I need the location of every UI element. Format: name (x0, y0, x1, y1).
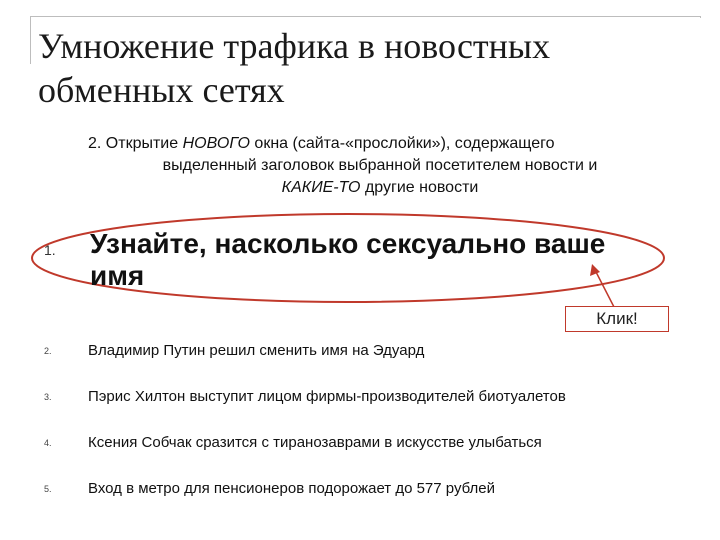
subtitle-step-2 (80, 133, 660, 199)
subtitle-emphasis-new: НОВОГО (182, 135, 250, 152)
subtitle-line-2: выделенный заголовок выбранной посетителем новости и (162, 157, 598, 174)
list-item-number: 2. (44, 346, 52, 356)
subtitle-line-1 (80, 133, 660, 155)
list-item (0, 340, 720, 364)
list-item-number: 3. (44, 392, 52, 402)
list-item (0, 386, 720, 410)
subtitle-mid: окна (сайта-«прослойки»), содержащего (249, 135, 555, 152)
click-callout: Клик! (565, 306, 669, 332)
subtitle-suffix: другие новости (360, 179, 479, 196)
list-item (0, 432, 720, 456)
subtitle-emphasis-some: КАКИЕ-ТО (281, 179, 361, 196)
list-item (0, 478, 720, 502)
highlight-number: 1. (44, 242, 56, 258)
slide-frame-right-line (700, 16, 701, 18)
subtitle-prefix: 2. Открытие (88, 135, 183, 152)
highlighted-news-link[interactable]: Узнайте, насколько сексуально ваше имя (90, 228, 606, 291)
news-headline-link[interactable]: Вход в метро для пенсионеров подорожает до 577 рублей (88, 480, 496, 497)
news-headline-link[interactable]: Пэрис Хилтон выступит лицом фирмы-производителей биотуалетов (88, 388, 566, 405)
list-item-number: 4. (44, 438, 52, 448)
slide-frame-top-line (30, 16, 700, 17)
slide-title: Умножение трафика в новостных обменных сетях (38, 26, 551, 110)
news-headline-link[interactable]: Владимир Путин решил сменить имя на Эдуард (88, 342, 425, 359)
slide-frame-left-line (30, 16, 31, 64)
list-item-number: 5. (44, 484, 52, 494)
news-headline-link[interactable]: Ксения Собчак сразится с тиранозаврами в искусстве улыбаться (88, 434, 542, 451)
subtitle-line-3 (80, 177, 660, 199)
